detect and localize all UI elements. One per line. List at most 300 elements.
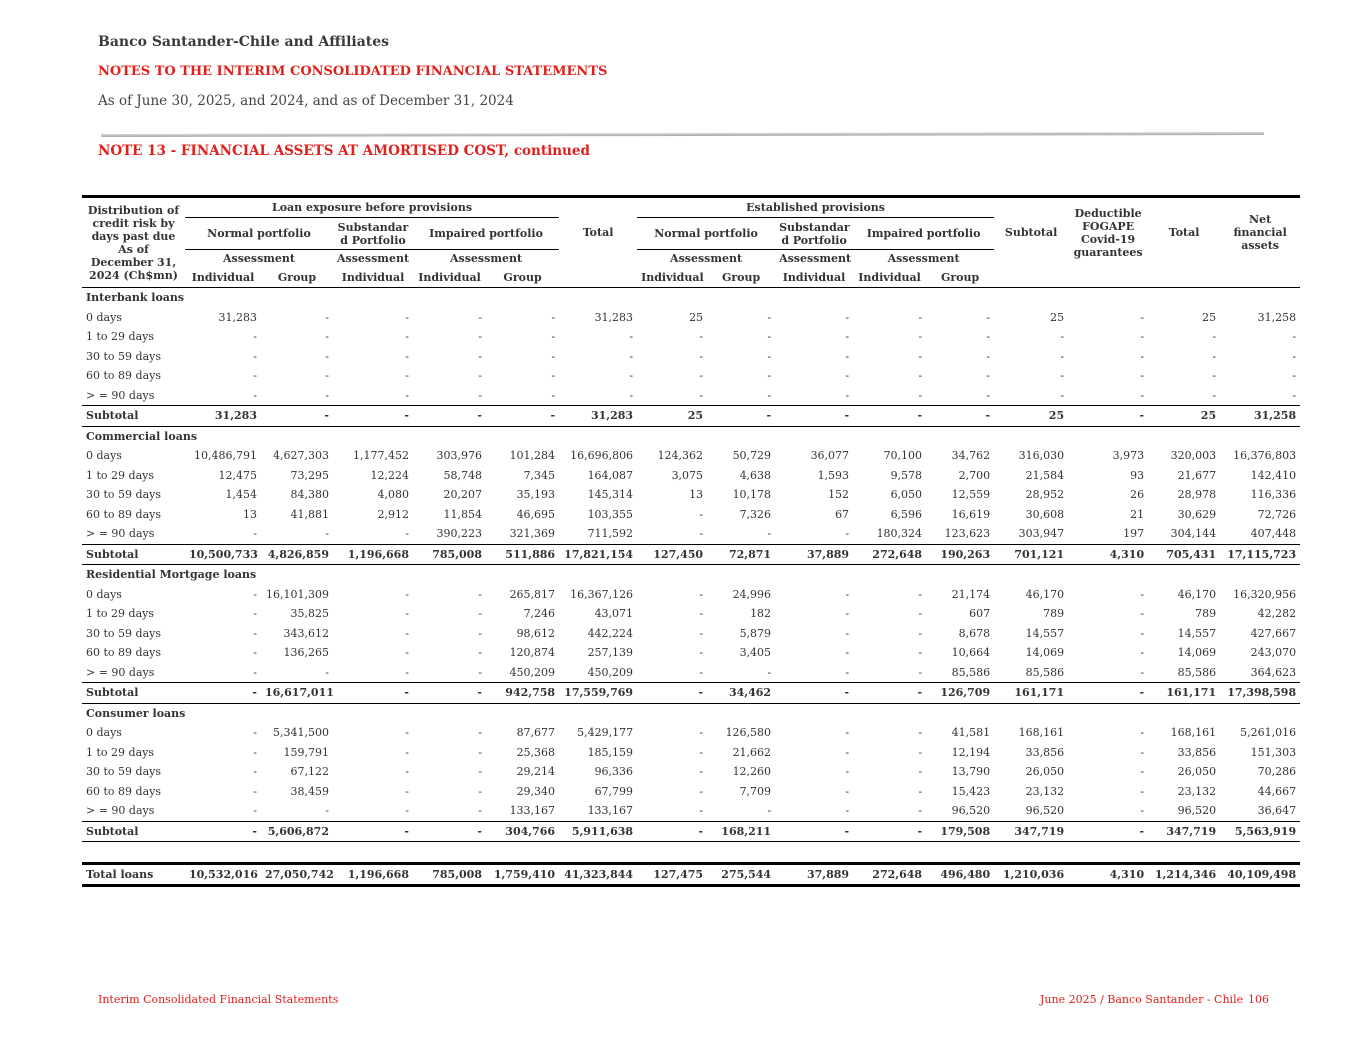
value-cell: 85,586	[1177, 665, 1217, 679]
value-cell: 12,194	[951, 745, 991, 759]
value-cell: 87,677	[516, 726, 556, 740]
row-label: 60 to 89 days	[86, 369, 161, 383]
value-cell: 25	[1148, 406, 1220, 427]
value-cell: 127,450	[637, 544, 707, 565]
value-cell: 168,211	[707, 821, 775, 842]
value-cell: -	[699, 507, 704, 521]
table-row	[82, 347, 1300, 367]
value-cell: 67,799	[594, 784, 634, 798]
footer-left: Interim Consolidated Financial Statements	[98, 993, 339, 1006]
value-cell: -	[405, 388, 409, 402]
row-label: Residential Mortgage loans	[86, 567, 257, 581]
value-cell: -	[405, 646, 409, 660]
table-row	[82, 524, 1300, 544]
value-cell: 14,069	[1025, 646, 1065, 660]
value-cell: 190,263	[926, 544, 994, 565]
value-cell: 127,475	[637, 863, 707, 886]
value-cell: 161,171	[994, 683, 1068, 704]
value-cell: -	[413, 406, 486, 427]
row-label: 0 days	[86, 587, 122, 601]
value-cell: -	[1140, 646, 1145, 660]
value-cell: 23,132	[1177, 784, 1217, 798]
section-title-row	[82, 703, 1300, 723]
value-cell: 705,431	[1148, 544, 1220, 565]
value-cell: -	[1140, 349, 1145, 363]
value-cell: 33,856	[1177, 745, 1217, 759]
value-cell: 21,677	[1177, 468, 1217, 482]
value-cell: 31,283	[218, 310, 257, 324]
row-label: 0 days	[86, 310, 122, 324]
table-row	[82, 782, 1300, 802]
value-cell: -	[767, 665, 772, 679]
value-cell: 407,448	[1250, 527, 1297, 541]
value-cell: 197	[1123, 527, 1145, 541]
value-cell: -	[325, 388, 329, 402]
value-cell: -	[1068, 821, 1148, 842]
value-cell: 607	[969, 607, 991, 621]
value-cell: 164,087	[587, 468, 634, 482]
value-cell: -	[405, 349, 409, 363]
value-cell: -	[405, 587, 409, 601]
row-label: > = 90 days	[86, 527, 155, 541]
value-cell: 37,889	[775, 863, 853, 886]
value-cell: -	[551, 330, 556, 344]
value-cell: 124,362	[657, 449, 704, 463]
value-cell: 16,619	[951, 507, 991, 521]
value-cell: -	[405, 310, 409, 324]
individual-header: Individual	[413, 267, 486, 288]
value-cell: -	[986, 310, 991, 324]
group-header: Group	[707, 267, 775, 288]
row-label: > = 90 days	[86, 804, 155, 818]
spacer-cell	[82, 842, 1300, 864]
value-cell: 1,177,452	[353, 449, 409, 463]
value-cell: 185,159	[587, 745, 634, 759]
row-label: Consumer loans	[86, 706, 186, 720]
value-cell: 151,303	[1250, 745, 1297, 759]
value-cell: 70,286	[1257, 765, 1297, 779]
value-cell: -	[478, 310, 482, 324]
value-cell: 4,310	[1068, 544, 1148, 565]
value-cell: 23,132	[1025, 784, 1065, 798]
value-cell: 4,638	[739, 468, 772, 482]
value-cell: -	[253, 646, 257, 660]
value-cell: 7,326	[739, 507, 772, 521]
value-cell: -	[478, 665, 482, 679]
value-cell: -	[325, 369, 329, 383]
row-label: 30 to 59 days	[86, 626, 161, 640]
value-cell: 31,283	[185, 406, 261, 427]
individual-header: Individual	[333, 267, 413, 288]
value-cell: -	[986, 349, 991, 363]
row-label: 0 days	[86, 726, 122, 740]
value-cell: -	[918, 784, 923, 798]
provision-impaired-header: Impaired portfolio	[853, 218, 994, 250]
row-label: 30 to 59 days	[86, 349, 161, 363]
value-cell: 272,648	[853, 863, 926, 886]
value-cell: 8,678	[958, 626, 991, 640]
value-cell: 133,167	[587, 804, 634, 818]
value-cell: 17,398,598	[1220, 683, 1300, 704]
value-cell: 427,667	[1250, 626, 1297, 640]
value-cell: 27,050,742	[261, 863, 333, 886]
value-cell: 511,886	[486, 544, 559, 565]
value-cell: -	[551, 388, 556, 402]
value-cell: 12,224	[370, 468, 409, 482]
value-cell: 145,314	[587, 488, 634, 502]
provisions-subtotal-header: Subtotal	[994, 197, 1068, 268]
value-cell: -	[1140, 626, 1145, 640]
value-cell: -	[845, 330, 850, 344]
value-cell: -	[918, 310, 923, 324]
value-cell: -	[637, 821, 707, 842]
value-cell: 14,069	[1177, 646, 1217, 660]
value-cell: -	[845, 646, 850, 660]
subtotal-row	[82, 544, 1300, 565]
value-cell: -	[478, 626, 482, 640]
value-cell: 126,709	[926, 683, 994, 704]
value-cell: 31,258	[1220, 406, 1300, 427]
footer-right: June 2025 / Banco Santander - Chile	[1040, 993, 1244, 1006]
value-cell: 16,617,011	[261, 683, 333, 704]
value-cell: -	[699, 665, 704, 679]
row-label: 60 to 89 days	[86, 646, 161, 660]
value-cell: -	[767, 330, 772, 344]
provision-normal-portfolio-header: Normal portfolio	[637, 218, 775, 250]
value-cell: 13,790	[951, 765, 991, 779]
value-cell: 6,050	[890, 488, 923, 502]
value-cell: 2,700	[958, 468, 991, 482]
value-cell: -	[253, 745, 257, 759]
value-cell: 785,008	[413, 863, 486, 886]
value-cell: 24,996	[732, 587, 772, 601]
value-cell: -	[699, 369, 704, 383]
value-cell: 168,161	[1018, 726, 1065, 740]
value-cell: -	[478, 726, 482, 740]
value-cell: -	[853, 683, 926, 704]
assessment-header: Assessment	[450, 252, 523, 265]
value-cell: 85,586	[951, 665, 991, 679]
notes-title: NOTES TO THE INTERIM CONSOLIDATED FINANCIAL STATEMENTS	[98, 64, 608, 79]
value-cell: -	[767, 388, 772, 402]
value-cell: 46,170	[1025, 587, 1065, 601]
value-cell: -	[1212, 388, 1217, 402]
value-cell: -	[918, 369, 923, 383]
value-cell: 6,596	[890, 507, 923, 521]
value-cell: 96,336	[594, 765, 634, 779]
value-cell: -	[775, 821, 853, 842]
value-cell: -	[325, 310, 329, 324]
value-cell: 72,726	[1257, 507, 1297, 521]
value-cell: -	[699, 726, 704, 740]
value-cell: 364,623	[1250, 665, 1297, 679]
value-cell: 1,759,410	[486, 863, 559, 886]
value-cell: 37,889	[775, 544, 853, 565]
value-cell: -	[253, 349, 257, 363]
provision-substandard-header: Substandar d Portfolio	[775, 218, 853, 250]
value-cell: -	[767, 804, 772, 818]
value-cell: -	[1292, 330, 1297, 344]
empty-header	[1068, 267, 1148, 288]
value-cell: -	[918, 388, 923, 402]
value-cell: 21,174	[951, 587, 991, 601]
value-cell: 303,947	[1018, 527, 1065, 541]
assessment-header: Assessment	[779, 252, 852, 265]
value-cell: 16,376,803	[1233, 449, 1297, 463]
empty-header	[1148, 267, 1220, 288]
value-cell: -	[699, 587, 704, 601]
value-cell: 67	[835, 507, 850, 521]
exposure-substandard-header: Substandar d Portfolio	[333, 218, 413, 250]
value-cell: -	[1140, 369, 1145, 383]
value-cell: -	[405, 607, 409, 621]
value-cell: -	[325, 665, 329, 679]
value-cell: -	[845, 607, 850, 621]
row-label: 0 days	[86, 449, 122, 463]
value-cell: 41,323,844	[559, 863, 637, 886]
value-cell: 182	[750, 607, 772, 621]
value-cell: -	[253, 369, 257, 383]
table-row	[82, 643, 1300, 663]
value-cell: 4,826,859	[261, 544, 333, 565]
table-row	[82, 624, 1300, 644]
row-label: 30 to 59 days	[86, 488, 161, 502]
value-cell: 4,627,303	[273, 449, 329, 463]
value-cell: 7,345	[523, 468, 556, 482]
value-cell: -	[253, 726, 257, 740]
value-cell: 123,623	[944, 527, 991, 541]
subtotal-row	[82, 683, 1300, 704]
value-cell: -	[1212, 349, 1217, 363]
value-cell: 26,050	[1177, 765, 1217, 779]
value-cell: -	[629, 369, 634, 383]
value-cell: -	[1140, 784, 1145, 798]
value-cell: 450,209	[509, 665, 556, 679]
value-cell: -	[629, 330, 634, 344]
value-cell: -	[253, 626, 257, 640]
value-cell: 10,532,016	[185, 863, 261, 886]
value-cell: -	[986, 369, 991, 383]
value-cell: -	[405, 527, 409, 541]
value-cell: 275,544	[707, 863, 775, 886]
value-cell: -	[845, 726, 850, 740]
value-cell: -	[1060, 388, 1065, 402]
value-cell: 21	[1130, 507, 1145, 521]
value-cell: 40,109,498	[1220, 863, 1300, 886]
value-cell: 67,122	[290, 765, 329, 779]
value-cell: -	[1060, 369, 1065, 383]
value-cell: 30,608	[1025, 507, 1065, 521]
value-cell: -	[1292, 369, 1297, 383]
value-cell: 5,341,500	[273, 726, 329, 740]
value-cell: 84,380	[290, 488, 329, 502]
value-cell: -	[478, 349, 482, 363]
group-header: Group	[261, 267, 333, 288]
value-cell: -	[629, 349, 634, 363]
value-cell: 50,729	[732, 449, 772, 463]
value-cell: -	[1292, 349, 1297, 363]
value-cell: 7,709	[739, 784, 772, 798]
value-cell: -	[478, 330, 482, 344]
value-cell: 35,193	[516, 488, 556, 502]
subtotal-row	[82, 821, 1300, 842]
value-cell: -	[478, 607, 482, 621]
value-cell: 304,766	[486, 821, 559, 842]
value-cell: 96,520	[951, 804, 991, 818]
row-label: Total loans	[82, 863, 185, 886]
value-cell: 785,008	[413, 544, 486, 565]
value-cell: 41,881	[290, 507, 329, 521]
value-cell: 180,324	[876, 527, 923, 541]
value-cell: 26	[1130, 488, 1145, 502]
value-cell: 159,791	[283, 745, 329, 759]
table-row	[82, 327, 1300, 347]
value-cell: 28,978	[1177, 488, 1217, 502]
value-cell: 13	[243, 507, 257, 521]
value-cell: -	[478, 369, 482, 383]
value-cell: 58,748	[443, 468, 482, 482]
value-cell: -	[699, 626, 704, 640]
value-cell: 33,856	[1025, 745, 1065, 759]
table-row	[82, 801, 1300, 821]
value-cell: -	[918, 804, 923, 818]
value-cell: 942,758	[486, 683, 559, 704]
table-row	[82, 585, 1300, 605]
value-cell: 2,912	[377, 507, 409, 521]
value-cell: 126,580	[725, 726, 772, 740]
value-cell: 1,196,668	[333, 544, 413, 565]
value-cell: -	[478, 784, 482, 798]
value-cell: -	[1060, 349, 1065, 363]
value-cell: 168,161	[1170, 726, 1217, 740]
value-cell: -	[853, 406, 926, 427]
value-cell: 343,612	[283, 626, 329, 640]
value-cell: 303,976	[436, 449, 482, 463]
value-cell: -	[845, 745, 850, 759]
value-cell: -	[707, 406, 775, 427]
value-cell: 10,486,791	[194, 449, 257, 463]
value-cell: -	[333, 821, 413, 842]
value-cell: -	[551, 349, 556, 363]
row-label: 60 to 89 days	[86, 507, 161, 521]
row-label: 1 to 29 days	[86, 468, 154, 482]
value-cell: 136,265	[283, 646, 329, 660]
value-cell: -	[926, 406, 994, 427]
value-cell: -	[845, 626, 850, 640]
value-cell: 1,210,036	[994, 863, 1068, 886]
value-cell: -	[333, 683, 413, 704]
value-cell: -	[918, 349, 923, 363]
value-cell: -	[253, 607, 257, 621]
value-cell: -	[853, 821, 926, 842]
value-cell: -	[845, 804, 850, 818]
value-cell: 98,612	[516, 626, 556, 640]
value-cell: 46,170	[1177, 587, 1217, 601]
value-cell: -	[918, 765, 923, 779]
value-cell: -	[405, 665, 409, 679]
value-cell: -	[478, 765, 482, 779]
table-row	[82, 604, 1300, 624]
group-header: Group	[486, 267, 559, 288]
value-cell: -	[253, 784, 257, 798]
table-row	[82, 663, 1300, 683]
value-cell: 31,283	[559, 406, 637, 427]
value-cell: -	[405, 765, 409, 779]
value-cell: -	[767, 310, 772, 324]
value-cell: -	[261, 406, 333, 427]
value-cell: 17,115,723	[1220, 544, 1300, 565]
value-cell: -	[1212, 330, 1217, 344]
value-cell: -	[699, 527, 704, 541]
value-cell: 3,405	[739, 646, 772, 660]
value-cell: -	[478, 646, 482, 660]
value-cell: 34,762	[951, 449, 991, 463]
value-cell: 44,667	[1257, 784, 1297, 798]
value-cell: -	[775, 683, 853, 704]
value-cell: -	[1292, 388, 1297, 402]
row-label: Subtotal	[82, 406, 185, 427]
row-label: Subtotal	[82, 683, 185, 704]
value-cell: 5,606,872	[261, 821, 333, 842]
value-cell: 1,454	[225, 488, 257, 502]
value-cell: 103,355	[587, 507, 634, 521]
established-provisions-header: Established provisions	[637, 197, 994, 218]
value-cell: -	[478, 804, 482, 818]
value-cell: -	[253, 388, 257, 402]
value-cell: 25	[637, 406, 707, 427]
value-cell: 347,719	[994, 821, 1068, 842]
value-cell: 442,224	[587, 626, 634, 640]
row-label: 1 to 29 days	[86, 607, 154, 621]
value-cell: -	[1068, 683, 1148, 704]
value-cell: 17,821,154	[559, 544, 637, 565]
value-cell: 31,258	[1257, 310, 1297, 324]
value-cell: -	[405, 745, 409, 759]
assessment-header: Assessment	[670, 252, 743, 265]
value-cell: -	[767, 369, 772, 383]
value-cell: 304,144	[1170, 527, 1217, 541]
row-label: Interbank loans	[86, 291, 185, 305]
loan-exposure-header: Loan exposure before provisions	[185, 197, 559, 218]
empty-header	[994, 267, 1068, 288]
value-cell: -	[699, 646, 704, 660]
value-cell: -	[1140, 665, 1145, 679]
value-cell: -	[333, 406, 413, 427]
provisions-total-header: Total	[1148, 197, 1220, 268]
value-cell: 29,214	[516, 765, 556, 779]
individual-header: Individual	[853, 267, 926, 288]
value-cell: -	[845, 784, 850, 798]
value-cell: -	[405, 369, 409, 383]
value-cell: 1,593	[817, 468, 850, 482]
value-cell: -	[918, 330, 923, 344]
total-loans-row	[82, 863, 1300, 886]
subtotal-row	[82, 406, 1300, 427]
value-cell: 12,475	[218, 468, 257, 482]
value-cell: -	[1060, 330, 1065, 344]
value-cell: -	[845, 665, 850, 679]
assessment-header: Assessment	[337, 252, 410, 265]
value-cell: 85,586	[1025, 665, 1065, 679]
value-cell: -	[405, 784, 409, 798]
row-label: 30 to 59 days	[86, 765, 161, 779]
value-cell: 320,003	[1170, 449, 1217, 463]
table-body	[82, 288, 1300, 886]
value-cell: 101,284	[509, 449, 556, 463]
value-cell: -	[1140, 765, 1145, 779]
row-label: 1 to 29 days	[86, 745, 154, 759]
value-cell: -	[325, 330, 329, 344]
